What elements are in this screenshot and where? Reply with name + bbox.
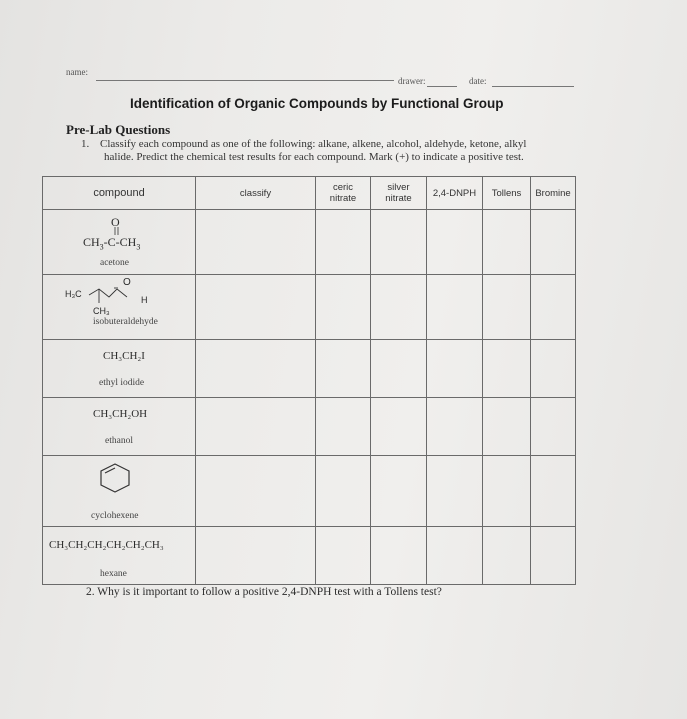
compound-cell-ethanol — [43, 398, 196, 456]
dnph-cell[interactable] — [427, 340, 483, 398]
silver-cell[interactable] — [371, 340, 427, 398]
table-row — [43, 340, 576, 398]
table-row — [43, 210, 576, 275]
question-1-line2: halide. Predict the chemical test results for each compound. Mark (+) to indicate a positive test. — [104, 151, 524, 163]
tollens-cell[interactable] — [483, 456, 531, 527]
table-row — [43, 456, 576, 527]
date-label: date: — [469, 76, 487, 86]
date-line[interactable] — [492, 86, 574, 87]
compound-cell-hexane — [43, 527, 196, 585]
compound-name: isobuteraldehyde — [93, 317, 158, 327]
aldehyde-oxygen: O — [123, 277, 131, 288]
tollens-cell[interactable] — [483, 527, 531, 585]
table-row — [43, 398, 576, 456]
header-compound: compound — [43, 177, 196, 210]
dnph-cell[interactable] — [427, 275, 483, 340]
tollens-cell[interactable] — [483, 210, 531, 275]
h3c-label: H₃C — [65, 289, 82, 299]
table-row — [43, 275, 576, 340]
compound-formula: CH₃CH₂OH — [93, 408, 148, 420]
ceric-cell[interactable] — [316, 210, 371, 275]
drawer-line[interactable] — [427, 86, 457, 87]
question-2: 2. Why is it important to follow a positive 2,4-DNPH test with a Tollens test? — [86, 586, 442, 598]
classify-cell[interactable] — [196, 398, 316, 456]
compound-name: acetone — [100, 258, 130, 268]
compound-name: hexane — [100, 569, 127, 579]
ceric-cell[interactable] — [316, 398, 371, 456]
name-label: name: — [66, 67, 88, 77]
bromine-cell[interactable] — [531, 340, 576, 398]
classify-cell[interactable] — [196, 527, 316, 585]
compound-formula: CH₃CH₂I — [103, 350, 145, 362]
header-bromine: Bromine — [531, 177, 576, 210]
silver-cell[interactable] — [371, 275, 427, 340]
silver-cell[interactable] — [371, 210, 427, 275]
compound-name: ethyl iodide — [99, 378, 145, 388]
compound-name: ethanol — [105, 436, 133, 446]
carbonyl-oxygen: O — [111, 215, 120, 229]
bromine-cell[interactable] — [531, 527, 576, 585]
bromine-cell[interactable] — [531, 456, 576, 527]
cyclohexene-ring-icon — [98, 462, 132, 494]
compound-cell-ethyl-iodide — [43, 340, 196, 398]
dnph-cell[interactable] — [427, 456, 483, 527]
classify-cell[interactable] — [196, 456, 316, 527]
silver-cell[interactable] — [371, 527, 427, 585]
table-row — [43, 527, 576, 585]
bromine-cell[interactable] — [531, 210, 576, 275]
compound-cell-isobuteraldehyde — [43, 275, 196, 340]
dnph-cell[interactable] — [427, 210, 483, 275]
silver-cell[interactable] — [371, 398, 427, 456]
ch3-label: CH₃ — [93, 306, 110, 316]
header-dnph: 2,4-DNPH — [427, 177, 483, 210]
question-1-line1: Classify each compound as one of the following: alkane, alkene, alcohol, aldehyde, ketone, alkyl — [100, 138, 527, 150]
h-label: H — [141, 295, 148, 305]
bromine-cell[interactable] — [531, 275, 576, 340]
tollens-cell[interactable] — [483, 275, 531, 340]
ceric-cell[interactable] — [316, 527, 371, 585]
compound-cell-acetone — [43, 210, 196, 275]
header-tollens: Tollens — [483, 177, 531, 210]
classify-cell[interactable] — [196, 340, 316, 398]
name-line[interactable] — [96, 80, 394, 81]
drawer-label: drawer: — [398, 76, 426, 86]
header-classify: classify — [196, 177, 316, 210]
header-ceric-nitrate: ceric nitrate — [316, 177, 371, 210]
table-header-row — [43, 177, 576, 210]
header-silver-nitrate: silver nitrate — [371, 177, 427, 210]
ceric-cell[interactable] — [316, 456, 371, 527]
prelab-heading: Pre-Lab Questions — [66, 122, 171, 137]
acetone-formula: $CH_3-C-CH_3$ — [83, 235, 141, 252]
ceric-cell[interactable] — [316, 340, 371, 398]
compound-table — [42, 176, 576, 585]
compound-cell-cyclohexene — [43, 456, 196, 527]
double-bond-icon — [113, 227, 121, 235]
dnph-cell[interactable] — [427, 527, 483, 585]
compound-name: cyclohexene — [91, 511, 139, 521]
bromine-cell[interactable] — [531, 398, 576, 456]
silver-cell[interactable] — [371, 456, 427, 527]
page-title: Identification of Organic Compounds by Functional Group — [130, 96, 504, 111]
classify-cell[interactable] — [196, 210, 316, 275]
classify-cell[interactable] — [196, 275, 316, 340]
compound-formula: CH₃CH₂CH₂CH₂CH₂CH₃ — [49, 539, 164, 551]
tollens-cell[interactable] — [483, 340, 531, 398]
dnph-cell[interactable] — [427, 398, 483, 456]
question-1-number: 1. — [81, 138, 90, 150]
tollens-cell[interactable] — [483, 398, 531, 456]
ceric-cell[interactable] — [316, 275, 371, 340]
